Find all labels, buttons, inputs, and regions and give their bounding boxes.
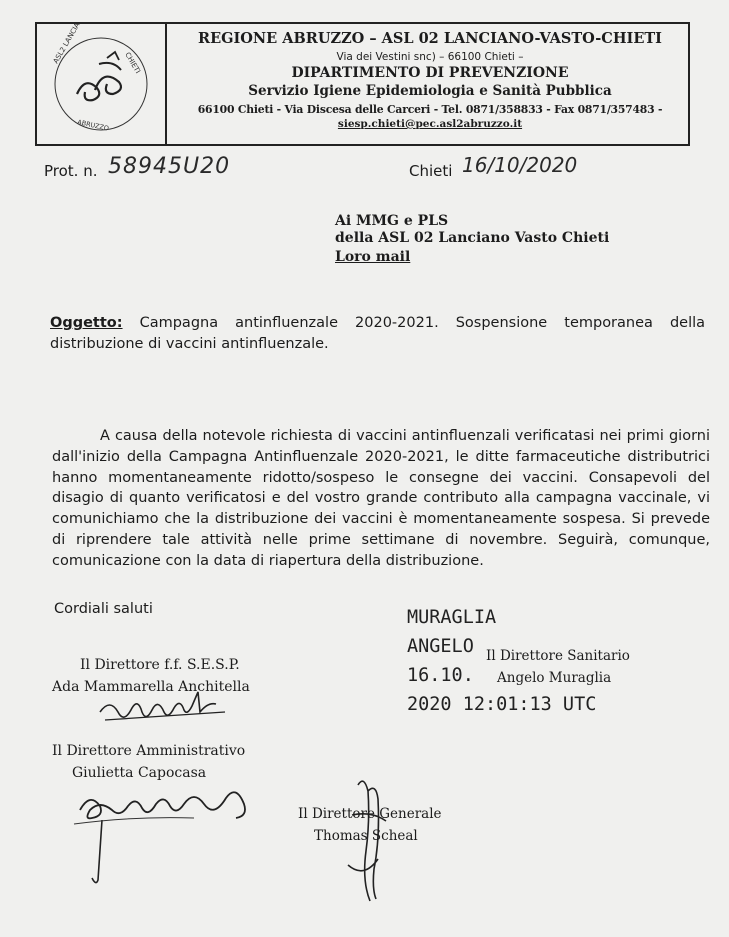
subject-label: Oggetto: [50, 315, 123, 331]
director-amministrativo-title: Il Direttore Amministrativo [52, 743, 246, 759]
director-sesp-title: Il Direttore f.f. S.E.S.P. [80, 657, 240, 673]
director-sanitario-title: Il Direttore Sanitario [486, 648, 630, 664]
director-amministrativo-name: Giulietta Capocasa [72, 765, 207, 781]
handwritten-signature-sesp [95, 690, 245, 730]
city-label: Chieti [409, 162, 453, 180]
director-generale-name: Thomas Scheal [314, 828, 418, 844]
asl-logo-icon [37, 24, 165, 144]
director-sesp-name: Ada Mammarella Anchitella [52, 679, 250, 695]
closing: Cordiali saluti [54, 601, 153, 617]
director-sanitario-name: Angelo Muraglia [497, 670, 612, 686]
recipient-line-2: della ASL 02 Lanciano Vasto Chieti [335, 230, 610, 246]
header-department: DIPARTIMENTO DI PREVENZIONE [291, 65, 569, 81]
letter-body: A causa della notevole richiesta di vaccini antinfluenzali verificatasi nei primi giorni dall'inizio della Campagna Antinfluenzale 2020-2021, le ditte farmaceutiche distributrici hanno momentaneamente ridotto/sospeso le consegne dei vaccini. Consapevoli del disagio di quanto verificatosi e del vostro grande contributo alla campagna vaccinale, vi comunichiamo che la distribuzione dei vaccini è momentaneamente sospesa. Si prevede di riprendere tale attività nelle prime settimane di novembre. Seguirà, comunque, comunicazione con la data di riapertura della distribuzione. [52, 428, 710, 569]
protocol-number: 58945U20 [108, 154, 231, 179]
digital-signature-line: MURAGLIA [407, 607, 497, 628]
header-email[interactable]: siesp.chieti@pec.asl2abruzzo.it [337, 118, 523, 130]
subject-text: Campagna antinfluenzale 2020-2021. Sospensione temporanea della distribuzione di vaccini antinfluenzale. [50, 315, 706, 352]
svg-text:CHIETI: CHIETI [123, 51, 142, 75]
recipient-line-3: Loro mail [335, 249, 411, 265]
digital-signature-line: ANGELO [407, 636, 474, 657]
digital-signature-line: 2020 12:01:13 UTC [407, 694, 597, 715]
header-address: Via dei Vestini snc) – 66100 Chieti – [336, 51, 524, 63]
subject [50, 313, 705, 355]
header-contacts: 66100 Chieti - Via Discesa delle Carceri - Tel. 0871/358833 - Fax 0871/357483 - [197, 103, 663, 116]
digital-signature-line: 16.10. [407, 665, 474, 686]
recipient-line-1: Ai MMG e PLS [335, 213, 449, 229]
asl-logo [37, 24, 167, 144]
header-region: REGIONE ABRUZZO – ASL 02 LANCIANO-VASTO-CHIETI [198, 30, 662, 47]
handwritten-signature-amministrativo [70, 790, 270, 890]
svg-text:ABRUZZO: ABRUZZO [76, 118, 110, 133]
director-generale-title: Il Direttore Generale [298, 806, 442, 822]
letter-date: 16/10/2020 [462, 153, 578, 177]
header-service: Servizio Igiene Epidemiologia e Sanità Pubblica [248, 83, 612, 99]
svg-text:ASL2 LANCIANO: ASL2 LANCIANO [51, 24, 87, 65]
protocol-label: Prot. n. [44, 162, 98, 180]
